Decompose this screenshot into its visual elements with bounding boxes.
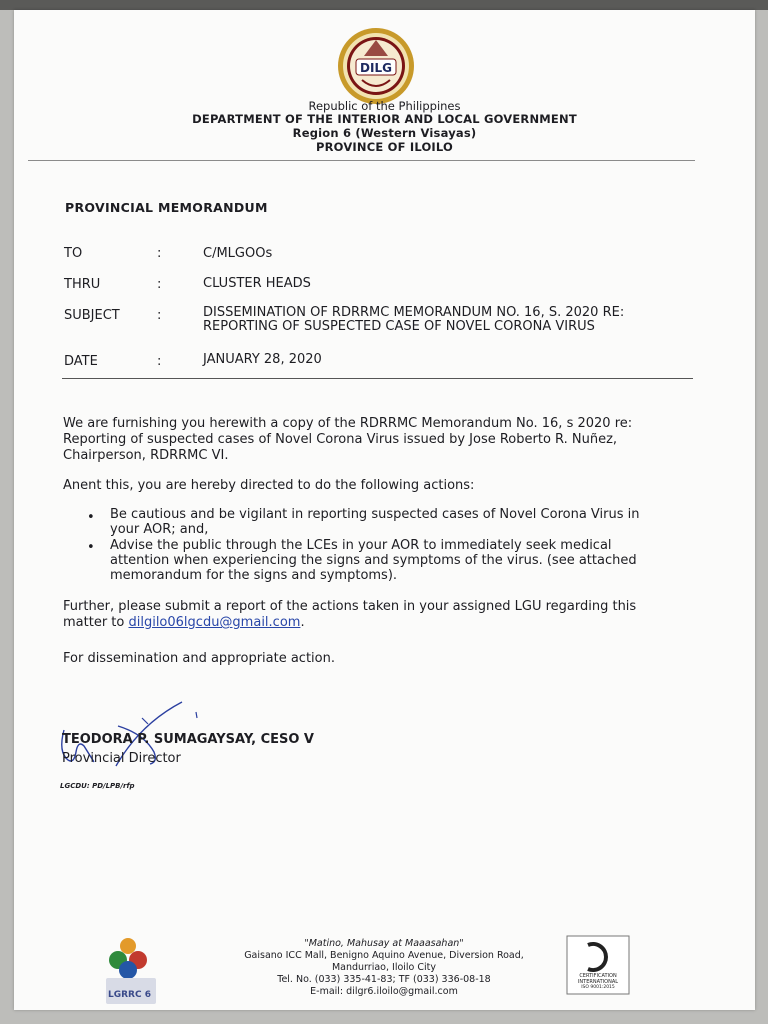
paragraph-1-line1: We are furnishing you herewith a copy of the RDRRMC Memorandum No. 16, s 2020 re: xyxy=(63,416,633,431)
footer-address-line2: Mandurriao, Iloilo City xyxy=(331,962,437,973)
field-colon: : xyxy=(157,308,162,323)
certification-text-2: INTERNATIONAL xyxy=(577,979,619,985)
field-colon: : xyxy=(157,354,162,369)
field-value-thru: CLUSTER HEADS xyxy=(203,276,311,291)
certification-text-1: CERTIFICATION xyxy=(579,973,617,979)
bullet-2-line2: attention when experiencing the signs and symptoms of the virus. (see attached xyxy=(110,553,637,568)
field-colon: : xyxy=(157,246,162,261)
field-value-to: C/MLGOOs xyxy=(203,246,273,261)
footer-phone: Tel. No. (033) 335-41-83; TF (033) 336-08-18 xyxy=(277,974,491,985)
bullet-2-line1: Advise the public through the LCEs in your AOR to immediately seek medical xyxy=(110,538,612,553)
dilg-seal-logo xyxy=(336,26,416,106)
lgrrc-logo-text: LGRRC 6 xyxy=(108,990,151,1000)
bullet-marker: • xyxy=(87,540,95,555)
bullet-1-line1: Be cautious and be vigilant in reporting suspected cases of Novel Corona Virus in xyxy=(110,507,640,522)
bullet-2-line3: memorandum for the signs and symptoms). xyxy=(110,568,398,583)
bullet-marker: • xyxy=(87,510,95,525)
paragraph-3-line2 xyxy=(63,615,733,631)
reference-initials: LGCDU: PD/LPB/rfp xyxy=(60,782,135,790)
field-value-date: JANUARY 28, 2020 xyxy=(203,352,322,367)
paragraph-2: Anent this, you are hereby directed to do the following actions: xyxy=(63,478,475,493)
signatory-name: TEODORA P. SUMAGAYSAY, CESO V xyxy=(62,732,314,747)
paragraph-4: For dissemination and appropriate action. xyxy=(63,651,335,666)
field-value-subject-line2: REPORTING OF SUSPECTED CASE OF NOVEL CORONA VIRUS xyxy=(203,319,595,334)
header-region: Region 6 (Western Visayas) xyxy=(292,126,477,140)
field-label-to: TO xyxy=(64,246,83,261)
email-link[interactable]: dilgilo06lgcdu@gmail.com xyxy=(128,615,301,630)
header-republic: Republic of the Philippines xyxy=(308,99,461,113)
paragraph-3-prefix: matter to xyxy=(63,615,129,630)
bullet-1-line2: your AOR; and, xyxy=(110,522,209,537)
field-label-subject: SUBJECT xyxy=(64,308,120,323)
field-value-subject-line1: DISSEMINATION OF RDRRMC MEMORANDUM NO. 16, S. 2020 RE: xyxy=(203,305,625,320)
paragraph-1-line3: Chairperson, RDRRMC VI. xyxy=(63,448,229,463)
field-label-thru: THRU xyxy=(64,277,101,292)
paragraph-3-suffix: . xyxy=(300,615,305,630)
signatory-title: Provincial Director xyxy=(62,751,181,766)
footer-address-line1: Gaisano ICC Mall, Benigno Aquino Avenue, Diversion Road, xyxy=(244,950,524,961)
memo-title: PROVINCIAL MEMORANDUM xyxy=(65,200,268,215)
lgrrc-logo xyxy=(104,938,160,1006)
fields-divider xyxy=(62,378,693,379)
header-department: DEPARTMENT OF THE INTERIOR AND LOCAL GOVERNMENT xyxy=(192,112,577,126)
memorandum-page xyxy=(14,10,755,1010)
footer-email: E-mail: dilgr6.iloilo@gmail.com xyxy=(310,986,458,997)
paragraph-3-line1: Further, please submit a report of the actions taken in your assigned LGU regarding this xyxy=(63,599,637,614)
header-province: PROVINCE OF ILOILO xyxy=(315,140,454,154)
paragraph-1-line2: Reporting of suspected cases of Novel Corona Virus issued by Jose Roberto R. Nuñez, xyxy=(63,432,618,447)
header-divider xyxy=(28,160,695,161)
field-label-date: DATE xyxy=(64,354,98,369)
seal-text: DILG xyxy=(360,61,392,75)
certification-text-3: ISO 9001:2015 xyxy=(581,985,615,990)
field-colon: : xyxy=(157,277,162,292)
certification-logo xyxy=(566,935,630,995)
footer-motto: "Matino, Mahusay at Maaasahan" xyxy=(304,938,464,949)
